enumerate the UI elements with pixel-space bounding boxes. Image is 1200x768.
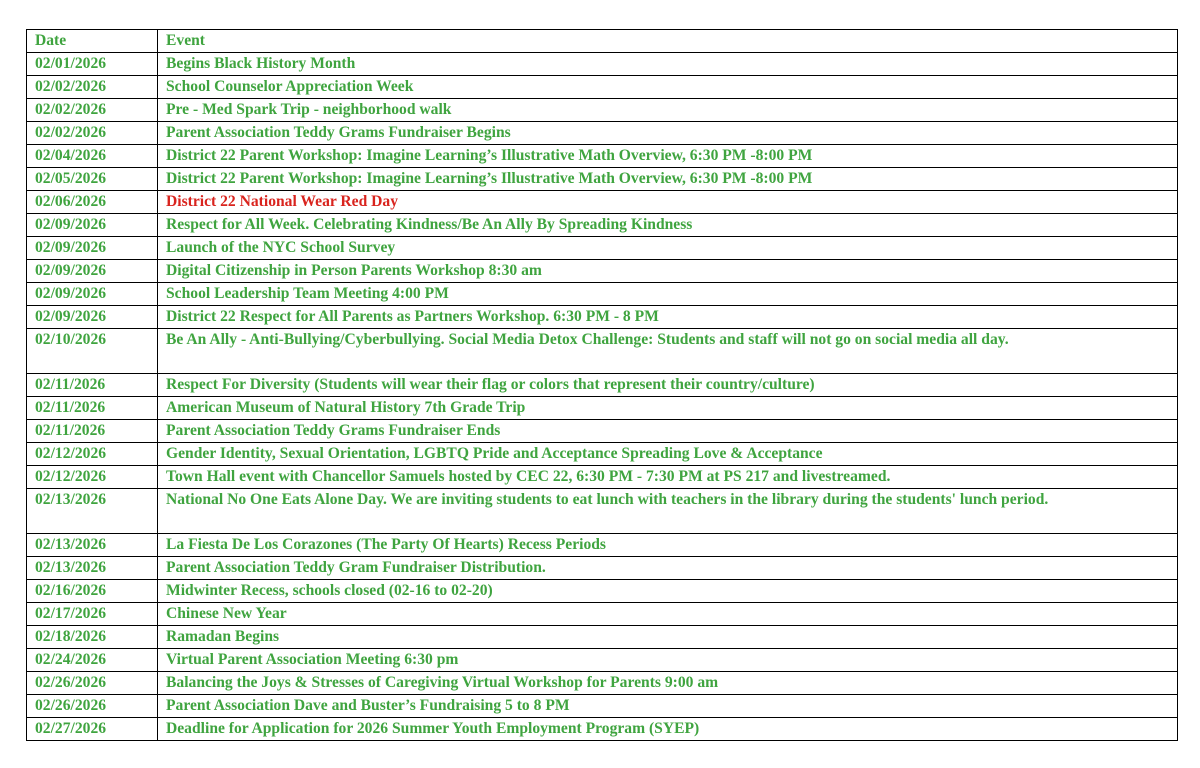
date-column-header: Date — [27, 30, 158, 53]
event-date-cell: 02/09/2026 — [27, 283, 158, 306]
table-row — [27, 718, 1178, 741]
event-date-cell: 02/13/2026 — [27, 534, 158, 557]
event-description-cell: Chinese New Year — [158, 603, 1178, 626]
table-row — [27, 122, 1178, 145]
event-description-cell: Be An Ally - Anti-Bullying/Cyberbullying. Social Media Detox Challenge: Students and staff will not go on social media all day. — [158, 329, 1178, 374]
table-row — [27, 329, 1178, 374]
event-description-cell: Digital Citizenship in Person Parents Workshop 8:30 am — [158, 260, 1178, 283]
table-row — [27, 168, 1178, 191]
event-date-cell: 02/11/2026 — [27, 420, 158, 443]
event-date-cell: 02/06/2026 — [27, 191, 158, 214]
event-description-cell: Parent Association Dave and Buster’s Fundraising 5 to 8 PM — [158, 695, 1178, 718]
event-date-cell: 02/27/2026 — [27, 718, 158, 741]
event-date-cell: 02/09/2026 — [27, 237, 158, 260]
event-description-cell: Gender Identity, Sexual Orientation, LGBTQ Pride and Acceptance Spreading Love & Acceptance — [158, 443, 1178, 466]
table-row — [27, 603, 1178, 626]
event-date-cell: 02/02/2026 — [27, 99, 158, 122]
table-row — [27, 580, 1178, 603]
event-description-cell: District 22 Parent Workshop: Imagine Learning’s Illustrative Math Overview, 6:30 PM -8:00 PM — [158, 145, 1178, 168]
event-description-cell: Begins Black History Month — [158, 53, 1178, 76]
event-date-cell: 02/24/2026 — [27, 649, 158, 672]
event-description-cell: Respect for All Week. Celebrating Kindness/Be An Ally By Spreading Kindness — [158, 214, 1178, 237]
event-date-cell: 02/26/2026 — [27, 672, 158, 695]
event-description-cell: Balancing the Joys & Stresses of Caregiving Virtual Workshop for Parents 9:00 am — [158, 672, 1178, 695]
event-column-header: Event — [158, 30, 1178, 53]
event-date-cell: 02/02/2026 — [27, 76, 158, 99]
event-date-cell: 02/01/2026 — [27, 53, 158, 76]
event-description-cell: Midwinter Recess, schools closed (02-16 to 02-20) — [158, 580, 1178, 603]
table-row — [27, 53, 1178, 76]
event-date-cell: 02/13/2026 — [27, 557, 158, 580]
event-date-cell: 02/10/2026 — [27, 329, 158, 374]
table-row — [27, 466, 1178, 489]
event-description-cell: La Fiesta De Los Corazones (The Party Of Hearts) Recess Periods — [158, 534, 1178, 557]
event-description-cell: American Museum of Natural History 7th Grade Trip — [158, 397, 1178, 420]
event-date-cell: 02/16/2026 — [27, 580, 158, 603]
table-row — [27, 420, 1178, 443]
event-description-cell: Parent Association Teddy Grams Fundraiser Begins — [158, 122, 1178, 145]
table-row — [27, 283, 1178, 306]
event-date-cell: 02/05/2026 — [27, 168, 158, 191]
table-row — [27, 145, 1178, 168]
event-date-cell: 02/12/2026 — [27, 443, 158, 466]
event-description-cell: Town Hall event with Chancellor Samuels hosted by CEC 22, 6:30 PM - 7:30 PM at PS 217 and livestreamed. — [158, 466, 1178, 489]
table-row — [27, 649, 1178, 672]
table-row — [27, 374, 1178, 397]
event-description-cell: Deadline for Application for 2026 Summer Youth Employment Program (SYEP) — [158, 718, 1178, 741]
table-row — [27, 557, 1178, 580]
event-description-cell: Parent Association Teddy Grams Fundraiser Ends — [158, 420, 1178, 443]
event-date-cell: 02/18/2026 — [27, 626, 158, 649]
table-row — [27, 489, 1178, 534]
table-row — [27, 626, 1178, 649]
event-description-cell: Respect For Diversity (Students will wear their flag or colors that represent their country/culture) — [158, 374, 1178, 397]
event-date-cell: 02/04/2026 — [27, 145, 158, 168]
events-calendar-table — [26, 29, 1178, 741]
table-row — [27, 214, 1178, 237]
table-row — [27, 237, 1178, 260]
event-date-cell: 02/11/2026 — [27, 397, 158, 420]
table-body — [27, 53, 1178, 741]
event-date-cell: 02/09/2026 — [27, 306, 158, 329]
table-row — [27, 534, 1178, 557]
event-description-cell: Virtual Parent Association Meeting 6:30 pm — [158, 649, 1178, 672]
event-description-cell: District 22 Respect for All Parents as Partners Workshop. 6:30 PM - 8 PM — [158, 306, 1178, 329]
event-description-cell: Parent Association Teddy Gram Fundraiser Distribution. — [158, 557, 1178, 580]
table-row — [27, 306, 1178, 329]
table-row — [27, 672, 1178, 695]
event-date-cell: 02/13/2026 — [27, 489, 158, 534]
event-date-cell: 02/09/2026 — [27, 260, 158, 283]
table-row — [27, 695, 1178, 718]
event-description-cell: Ramadan Begins — [158, 626, 1178, 649]
event-date-cell: 02/09/2026 — [27, 214, 158, 237]
event-description-cell: National No One Eats Alone Day. We are inviting students to eat lunch with teachers in the library during the students' lunch period. — [158, 489, 1178, 534]
event-date-cell: 02/17/2026 — [27, 603, 158, 626]
table-row — [27, 260, 1178, 283]
event-description-cell: District 22 National Wear Red Day — [158, 191, 1178, 214]
table-row — [27, 443, 1178, 466]
event-date-cell: 02/11/2026 — [27, 374, 158, 397]
table-row — [27, 76, 1178, 99]
event-date-cell: 02/26/2026 — [27, 695, 158, 718]
table-row — [27, 191, 1178, 214]
event-description-cell: Launch of the NYC School Survey — [158, 237, 1178, 260]
event-description-cell: School Leadership Team Meeting 4:00 PM — [158, 283, 1178, 306]
event-date-cell: 02/02/2026 — [27, 122, 158, 145]
event-description-cell: Pre - Med Spark Trip - neighborhood walk — [158, 99, 1178, 122]
table-header-row — [27, 30, 1178, 53]
event-description-cell: District 22 Parent Workshop: Imagine Learning’s Illustrative Math Overview, 6:30 PM -8:00 PM — [158, 168, 1178, 191]
table-row — [27, 99, 1178, 122]
table-row — [27, 397, 1178, 420]
event-description-cell: School Counselor Appreciation Week — [158, 76, 1178, 99]
event-date-cell: 02/12/2026 — [27, 466, 158, 489]
